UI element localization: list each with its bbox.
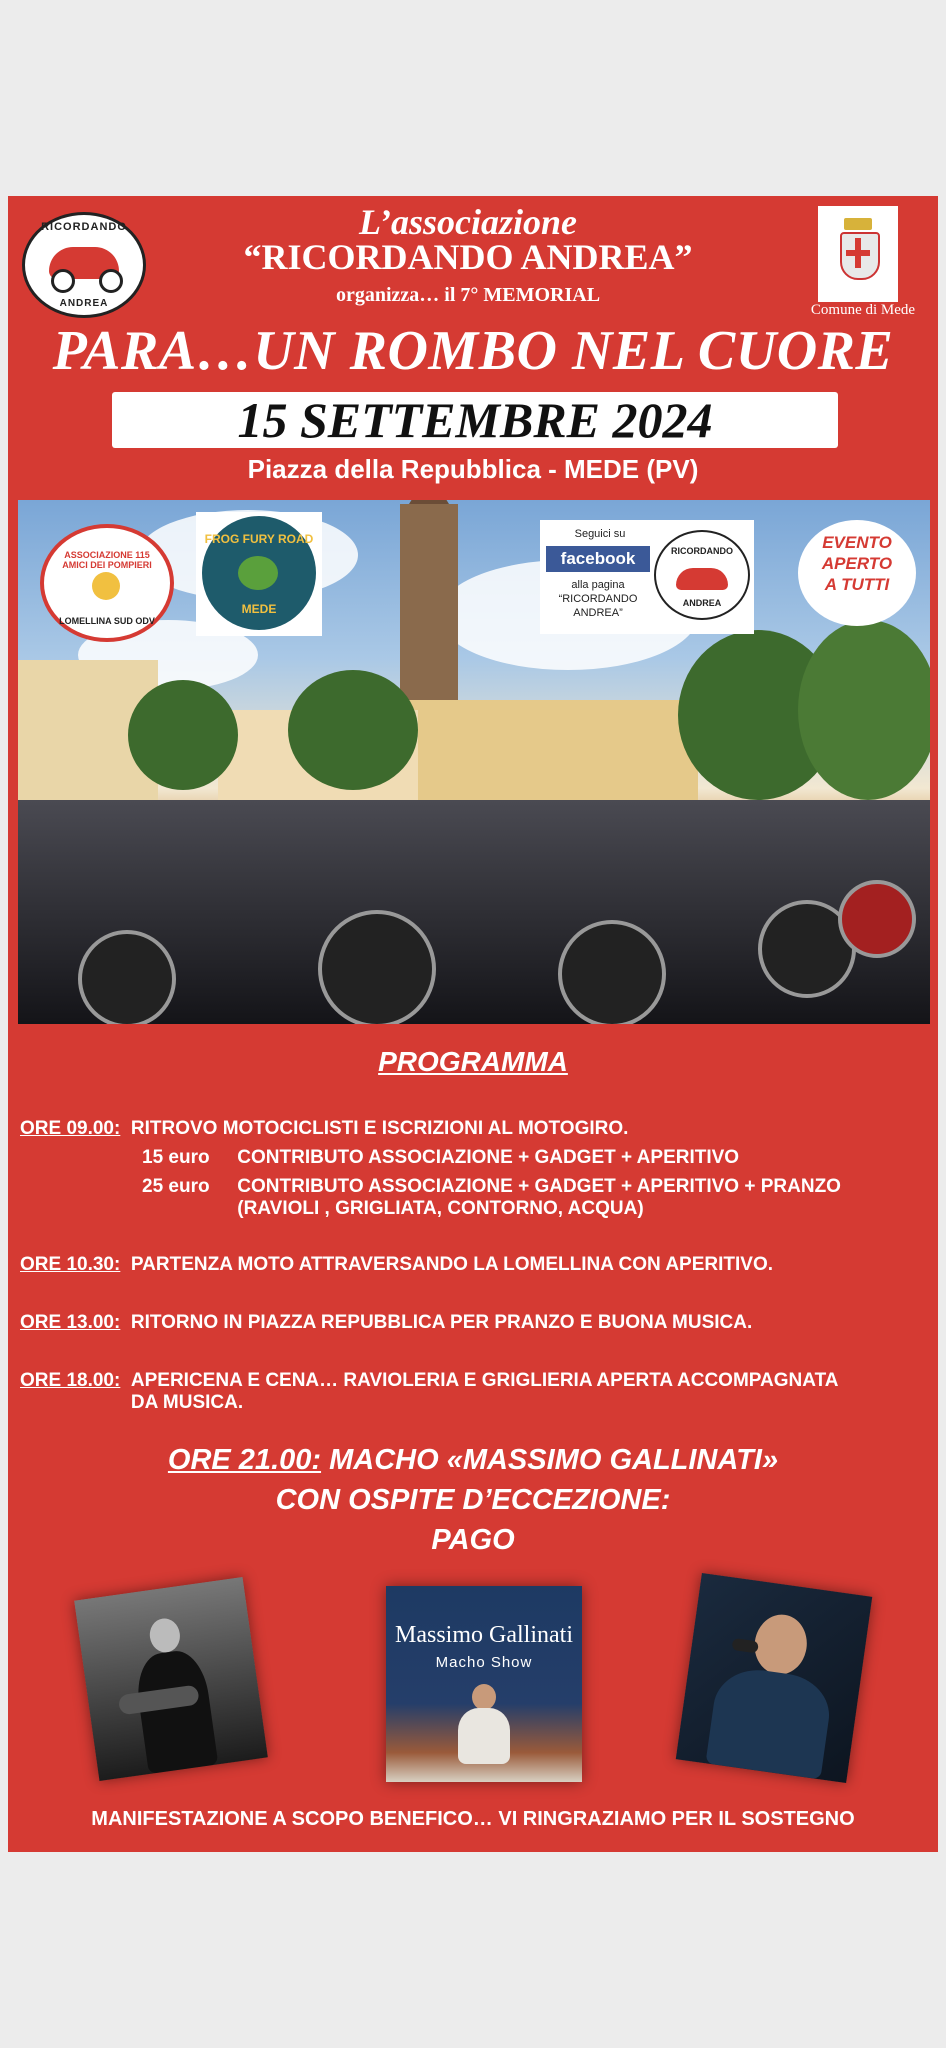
pompieri-badge: ASSOCIAZIONE 115 AMICI DEI POMPIERI LOMELLINA SUD ODV xyxy=(40,524,174,642)
organizer-line: organizza… il 7° MEMORIAL xyxy=(335,284,601,306)
price-item: 15 euro CONTRIBUTO ASSOCIAZIONE + GADGET + APERITIVO xyxy=(142,1147,740,1168)
wheel-icon xyxy=(99,269,123,293)
rooster-icon xyxy=(92,572,120,600)
frog-fury-road-badge: FROG FURY ROAD MEDE xyxy=(196,512,322,636)
facebook-page-name: alla pagina “RICORDANDO ANDREA” xyxy=(558,579,638,619)
price-item: 25 euro CONTRIBUTO ASSOCIAZIONE + GADGET + APERITIVO + PRANZO (RAVIOLI , GRIGLIATA, CONTORNO, ACQUA) xyxy=(142,1176,841,1219)
open-event-badge: EVENTO APERTO A TUTTI xyxy=(798,520,916,626)
event-photo xyxy=(18,500,930,1024)
special-guest-line: CON OSPITE D’ECCEZIONE: xyxy=(275,1484,671,1516)
association-label: L’associazione xyxy=(358,202,577,242)
frog-icon xyxy=(238,556,278,590)
program-item: ORE 10.30: PARTENZA MOTO ATTRAVERSANDO LA LOMELLINA CON APERITIVO. xyxy=(20,1254,774,1275)
program-item: ORE 13.00: RITORNO IN PIAZZA REPUBBLICA PER PRANZO E BUONA MUSICA. xyxy=(20,1312,753,1333)
charity-footer: MANIFESTAZIONE A SCOPO BENEFICO… VI RINGRAZIAMO PER IL SOSTEGNO xyxy=(91,1808,855,1830)
event-location: Piazza della Repubblica - MEDE (PV) xyxy=(247,454,699,484)
logo-top-text: RICORDANDO xyxy=(41,221,127,233)
facebook-follow-box[interactable]: Seguici su facebook alla pagina “RICORDANDO ANDREA” RICORDANDO ANDREA xyxy=(540,520,754,634)
album-cover xyxy=(386,1586,582,1782)
guest-name: PAGO xyxy=(431,1524,515,1556)
program-title: PROGRAMMA xyxy=(378,1046,568,1077)
event-date: 15 SETTEMBRE 2024 xyxy=(112,392,838,448)
tree xyxy=(128,680,238,790)
motorcycle-wheel xyxy=(318,910,436,1024)
comune-label: Comune di Mede xyxy=(810,302,916,318)
album-subtitle: Macho Show xyxy=(435,1654,533,1671)
evening-headline: ORE 21.00: MACHO «MASSIMO GALLINATI» xyxy=(167,1444,779,1476)
logo-bottom-text: ANDREA xyxy=(59,298,109,309)
singer-guitar-photo xyxy=(74,1577,268,1781)
building xyxy=(398,700,698,810)
microphone-icon xyxy=(732,1638,759,1654)
motorcycle-icon xyxy=(676,568,728,590)
motorcycle-wheel xyxy=(78,930,176,1024)
crown-icon xyxy=(844,218,872,230)
singer-microphone-photo xyxy=(676,1573,872,1783)
program-item: ORE 09.00: RITROVO MOTOCICLISTI E ISCRIZIONI AL MOTOGIRO. xyxy=(20,1118,629,1139)
event-title: PARA…UN ROMBO NEL CUORE xyxy=(52,320,894,382)
motorcycle-wheel xyxy=(558,920,666,1024)
motorcycle-wheel xyxy=(838,880,916,958)
association-name: “RICORDANDO ANDREA” xyxy=(243,237,693,277)
album-title: Massimo Gallinati xyxy=(395,1622,573,1648)
ricordando-andrea-logo-small: RICORDANDO ANDREA xyxy=(654,530,750,620)
facebook-logo[interactable]: facebook xyxy=(546,546,650,572)
tree xyxy=(798,620,930,800)
tree xyxy=(288,670,418,790)
bell-tower xyxy=(400,504,458,704)
program-item: ORE 18.00: APERICENA E CENA… RAVIOLERIA E GRIGLIERIA APERTA ACCOMPAGNATA DA MUSICA. xyxy=(20,1370,839,1413)
event-poster xyxy=(8,196,938,1852)
wheel-icon xyxy=(51,269,75,293)
comune-crest xyxy=(818,206,898,302)
ricordando-andrea-logo xyxy=(22,212,146,318)
